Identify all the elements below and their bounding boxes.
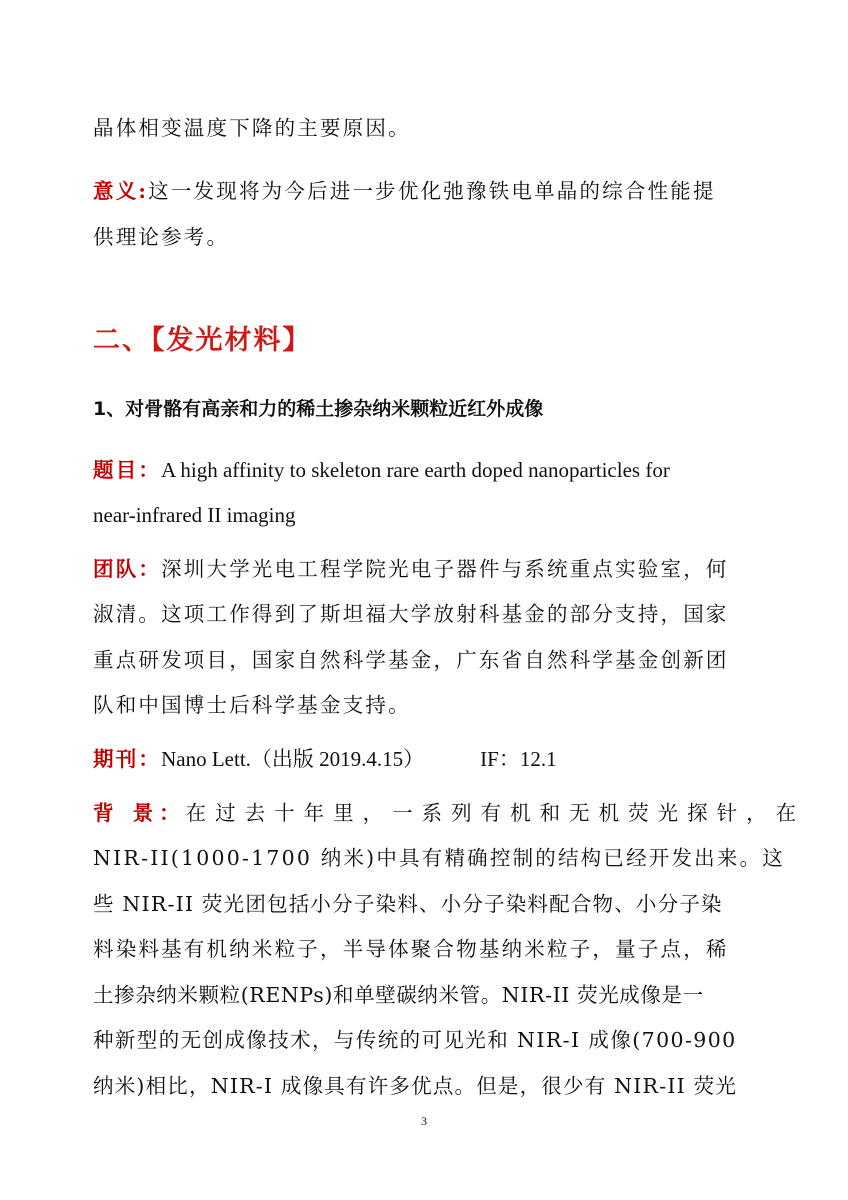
- background-line-7: 纳米)相比，NIR-I 成像具有许多优点。但是，很少有 NIR-II 荧光: [93, 1074, 738, 1098]
- significance-label: 意义:: [93, 179, 149, 203]
- background-line-1: [93, 798, 806, 828]
- background-line-2: NIR-II(1000-1700 纳米)中具有精确控制的结构已经开发出来。这: [93, 846, 785, 870]
- topic-line-1: [93, 455, 758, 485]
- significance-line-2: 供理论参考。: [93, 225, 230, 249]
- journal-line: [93, 744, 758, 774]
- topic-text: A high affinity to skeleton rare earth doped nanoparticles for: [161, 458, 670, 482]
- item-title: 1、对骨骼有高亲和力的稀土掺杂纳米颗粒近红外成像: [93, 398, 544, 420]
- journal-label: 期刊：: [93, 747, 162, 771]
- paragraph-line: 晶体相变温度下降的主要原因。: [93, 116, 411, 140]
- topic-label: 题目：: [93, 458, 162, 482]
- team-label: 团队：: [93, 557, 162, 581]
- background-text: 在过去十年里，一系列有机和无机荧光探针，在: [185, 801, 806, 825]
- section-heading: 二、【发光材料】: [93, 325, 312, 356]
- background-line-6: 种新型的无创成像技术，与传统的可见光和 NIR-I 成像(700-900: [93, 1028, 737, 1052]
- team-text: 深圳大学光电工程学院光电子器件与系统重点实验室，何: [161, 557, 729, 581]
- background-line-3: 些 NIR-II 荧光团包括小分子染料、小分子染料配合物、小分子染: [93, 892, 723, 916]
- impact-factor: IF：12.1: [480, 747, 557, 771]
- significance-text: 这一发现将为今后进一步优化弛豫铁电单晶的综合性能提: [148, 179, 716, 203]
- team-line-4: 队和中国博士后科学基金支持。: [93, 693, 411, 717]
- significance-line-1: [93, 176, 758, 206]
- team-line-3: 重点研发项目，国家自然科学基金，广东省自然科学基金创新团: [93, 648, 729, 672]
- team-line-1: [93, 554, 758, 584]
- page-number: 3: [421, 1114, 427, 1128]
- background-label: 背 景：: [93, 801, 186, 825]
- topic-line-2: near-infrared II imaging: [93, 503, 296, 527]
- background-line-5: 土掺杂纳米颗粒(RENPs)和单壁碳纳米管。NIR-II 荧光成像是一: [93, 983, 704, 1007]
- team-line-2: 淑清。这项工作得到了斯坦福大学放射科基金的部分支持，国家: [93, 602, 729, 626]
- background-line-4: 料染料基有机纳米粒子，半导体聚合物基纳米粒子，量子点，稀: [93, 937, 729, 961]
- journal-value: Nano Lett.（出版 2019.4.15）: [161, 747, 425, 771]
